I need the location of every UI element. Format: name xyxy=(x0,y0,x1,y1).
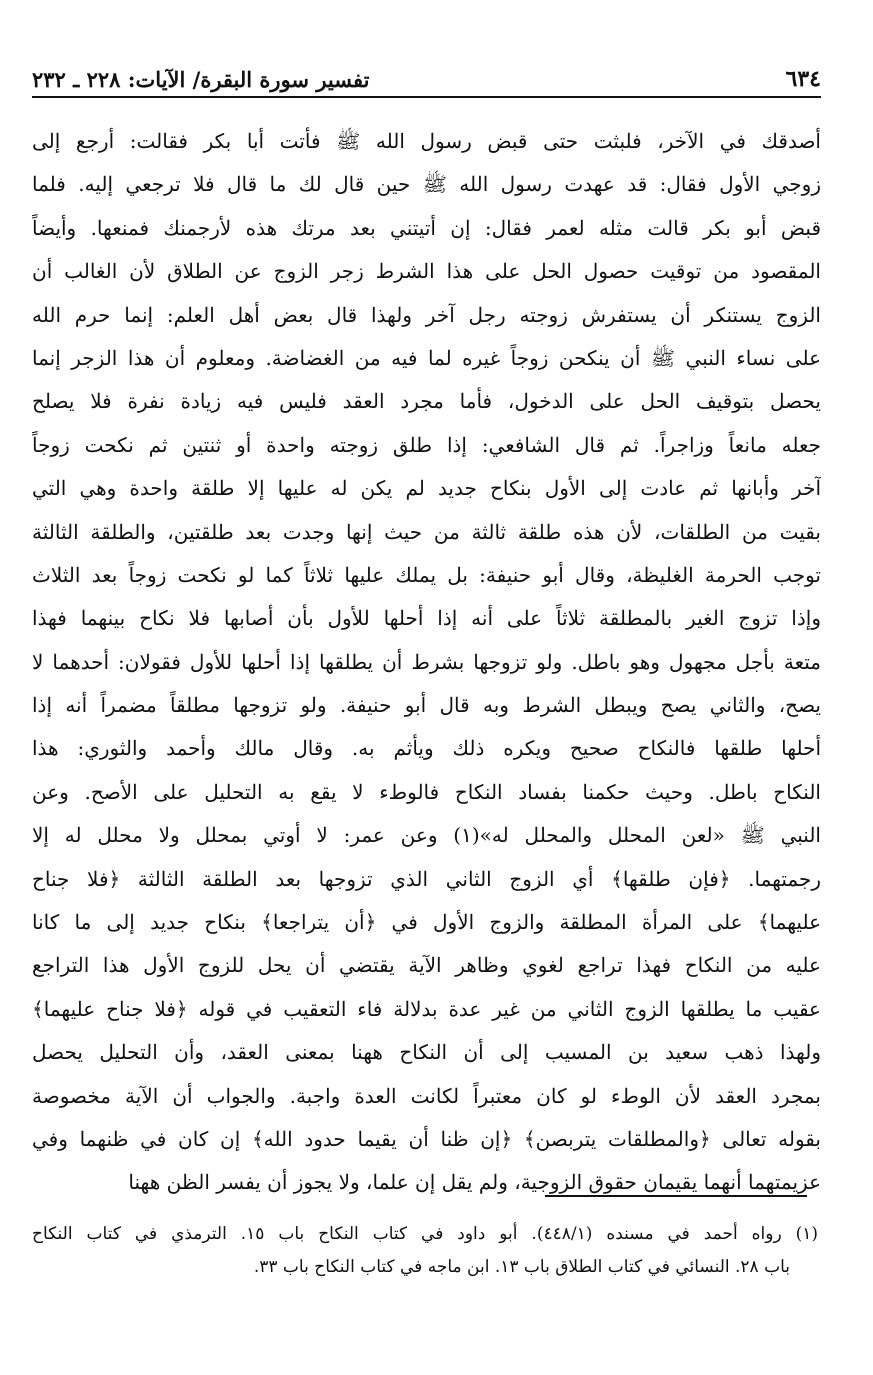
text-line: أصدقك في الآخر، فلبثت حتى قبض رسول الله ﷺ فأتت أبا بكر فقالت: أرجع إلى xyxy=(32,129,821,153)
text-line: بمجرد العقد لأن الوطء لو كان معتبراً لكانت العدة واجبة. والجواب أن الآية مخصوصة xyxy=(32,1083,821,1108)
page-header xyxy=(32,62,821,98)
text-line: زوجي الأول فقال: قد عهدت رسول الله ﷺ حين قال لك ما قال فلا ترجعي إليه. فلما xyxy=(32,172,821,197)
body-text xyxy=(32,120,821,1205)
text-line: عقيب ما يطلقها الزوج الثاني من غير عدة بدلالة فاء التعقيب في قوله ﴿فلا جناح عليهما﴾ xyxy=(32,996,821,1021)
text-line: عزيمتهما أنهما يقيمان حقوق الزوجية، ولم يقل إن علما، ولا يجوز أن يفسر الظن ههنا xyxy=(128,1170,821,1195)
text-line: قبض أبو بكر قالت مثله لعمر فقال: إن أتيتني بعد مرتك هذه لأرجمنك فمنعها. وأيضاً xyxy=(32,215,821,240)
text-line: ولهذا ذهب سعيد بن المسيب إلى أن النكاح ههنا بمعنى العقد، وأن التحليل يحصل xyxy=(32,1040,821,1065)
text-line: بقيت من الطلقات، لأن هذه طلقة ثالثة من حيث إنها وجدت بعد طلقتين، والطلقة الثالثة xyxy=(32,519,821,544)
text-line: وإذا تزوج الغير بالمطلقة ثلاثاً على أنه إذا أحلها للأول بأن أصابها فلا نكاح بينهما فهذا xyxy=(32,606,821,631)
text-line: توجب الحرمة الغليظة، وقال أبو حنيفة: بل يملك عليها ثلاثاً كما لو نكحت زوجاً بعد الثلاث xyxy=(32,562,821,587)
text-line: متعة بأجل مجهول وهو باطل. ولو تزوجها بشرط أن يطلقها إذا أحلها للأول فقولان: أحدهما لا xyxy=(32,649,821,674)
text-line: الزوج يستنكر أن يستفرش زوجته رجل آخر ولهذا قال بعض أهل العلم: إنما حرم الله xyxy=(32,302,821,327)
text-line: النبي ﷺ «لعن المحلل والمحلل له»(١) وعن عمر: لا أوتي بمحلل ولا محلل له إلا xyxy=(32,823,821,848)
text-line: آخر وأبانها ثم عادت إلى الأول بنكاح جديد لم يكن له عليها إلا طلقة واحدة وهي التي xyxy=(32,476,821,501)
text-line: يحصل بتوقيف الحل على الدخول، فأما مجرد العقد فليس فيه زيادة نفرة فلا يصلح xyxy=(32,389,821,414)
page-number: ٦٣٤ xyxy=(785,66,821,92)
footnotes xyxy=(32,1218,818,1284)
text-line: النكاح باطل. وحيث حكمنا بفساد النكاح فالوطء لا يقع به التحليل على الأصح. وعن xyxy=(32,779,821,804)
footnote-divider xyxy=(545,1195,807,1197)
text-line: جعله مانعاً وزاجراً. ثم قال الشافعي: إذا طلق زوجته واحدة أو ثنتين ثم نكحت زوجاً xyxy=(32,432,821,457)
running-title: تفسير سورة البقرة/ الآيات: ٢٢٨ ـ ٢٣٢ xyxy=(32,66,370,92)
text-line: أحلها طلقها فالنكاح صحيح ويكره ذلك ويأثم به. وقال مالك وأحمد والثوري: هذا xyxy=(32,736,821,761)
text-line: المقصود من توقيت حصول الحل على هذا الشرط زجر الزوج عن الطلاق لأن الغالب أن xyxy=(32,259,821,284)
footnote-line: باب ٢٨. النسائي في كتاب الطلاق باب ١٣. ابن ماجه في كتاب النكاح باب ٣٣. xyxy=(253,1257,790,1277)
text-line: يصح، والثاني يصح ويبطل الشرط وبه قال أبو حنيفة. ولو تزوجها مطلقاً مضمراً أنه إذا xyxy=(32,693,821,718)
text-line: على نساء النبي ﷺ أن ينكحن زوجاً غيره لما فيه من الغضاضة. ومعلوم أن هذا الزجر إنما xyxy=(32,345,821,370)
footnote-line: (١) رواه أحمد في مسنده (٤٤٨/١). أبو داود في كتاب النكاح باب ١٥. الترمذي في كتاب النكاح xyxy=(32,1224,819,1244)
text-line: عليه من النكاح فهذا تراجع لغوي وظاهر الآية يقتضي أن يحل للزوج الأول هذا التراجع xyxy=(32,953,821,978)
text-line: بقوله تعالى ﴿والمطلقات يتربصن﴾ ﴿إن ظنا أن يقيما حدود الله﴾ إن كان في ظنهما وفي xyxy=(32,1126,821,1151)
text-line: رجمتهما. ﴿فإن طلقها﴾ أي الزوج الثاني الذي تزوجها بعد الطلقة الثالثة ﴿فلا جناح xyxy=(32,866,821,891)
text-line: عليهما﴾ على المرأة المطلقة والزوج الأول في ﴿أن يتراجعا﴾ بنكاح جديد إلى ما كانا xyxy=(32,910,821,935)
